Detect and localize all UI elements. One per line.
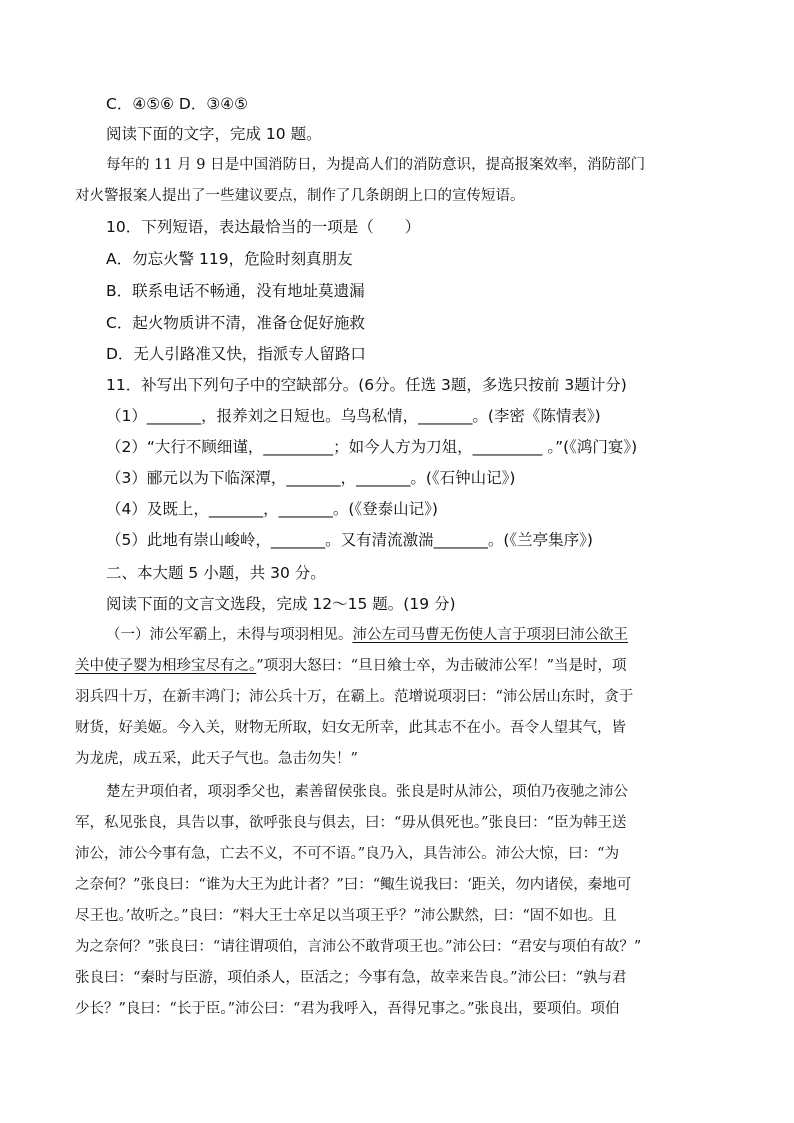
classical-text-line: 楚左尹项伯者，项羽季父也，素善留侯张良。张良是时从沛公，项伯乃夜驰之沛公 [106,784,628,800]
question-10-stem: 10．下列短语，表达最恰当的一项是（ ） [106,218,421,236]
classical-text-line: 尽王也。’故听之。”良曰：“料大王士卒足以当项王乎？”沛公默然，曰：“固不如也。且 [75,908,617,924]
answer-options-line: C．④⑤⑥ D．③④⑤ [106,95,249,113]
classical-text-line [75,659,627,674]
classical-text-line [106,628,628,643]
classical-text-plain: （一）沛公军霸上，未得与项羽相见。 [106,627,353,643]
fill-blank-item: （1）_______，报养刘之日短也。乌鸟私情，_______。(李密《陈情表》) [106,407,601,425]
classical-text-line: 为之奈何？”张良曰：“请往谓项伯，言沛公不敢背项王也。”沛公曰：“君安与项伯有故？” [75,939,642,955]
classical-text-line: 军，私见张良，具告以事，欲呼张良与俱去，曰：“毋从俱死也。”张良曰：“臣为韩王送 [75,815,627,831]
classical-text-line: 羽兵四十万，在新丰鸿门；沛公兵十万，在霸上。范增说项羽曰：“沛公居山东时，贪于 [75,689,634,705]
fill-blank-item: （3）郦元以为下临深潭，_______，_______。(《石钟山记》) [106,469,516,487]
classical-text-plain: ”项羽大怒曰：“旦日飨士卒，为击破沛公军！”当是时，项 [256,658,627,674]
option-b: B．联系电话不畅通，没有地址莫遗漏 [106,282,365,300]
fill-blank-item: （2）“大行不顾细谨，_________；如今人方为刀俎，_________ 。”(《鸿门宴》) [106,438,638,456]
option-c: C．起火物质讲不清，准备仓促好施救 [106,314,365,332]
fill-blank-item: （5）此地有崇山峻岭，_______。又有清流激湍_______。(《兰亭集序》) [106,531,593,549]
reading-prompt: 阅读下面的文言文选段，完成 12～15 题。(19 分) [106,595,456,613]
classical-text-line: 少长？”良曰：“长于臣。”沛公曰：“君为我呼入，吾得兄事之。”张良出，要项伯。项伯 [75,1001,620,1017]
classical-text-line: 之奈何？”张良曰：“谁为大王为此计者？”曰：“鲰生说我曰：‘距关，勿内诸侯，秦地可 [75,877,632,893]
option-d: D．无人引路准又快，指派专人留路口 [106,345,366,363]
section-heading: 二、本大题 5 小题，共 30 分。 [106,564,326,582]
passage-line: 对火警报案人提出了一些建议要点，制作了几条朗朗上口的宣传短语。 [75,188,525,204]
underlined-sentence: 关中使子婴为相珍宝尽有之。 [75,658,257,674]
fill-blank-item: （4）及既上，_______，_______。(《登泰山记》) [106,500,438,518]
classical-text-line: 财货，好美姬。今入关，财物无所取，妇女无所幸，此其志不在小。吾令人望其气，皆 [75,720,626,736]
passage-line: 每年的 11 月 9 日是中国消防日，为提高人们的消防意识，提高报案效率，消防部门 [106,157,646,173]
classical-text-line: 为龙虎，成五采，此天子气也。急击勿失！” [75,751,358,767]
reading-prompt: 阅读下面的文字，完成 10 题。 [106,125,322,143]
classical-text-line: 张良曰：“秦时与臣游，项伯杀人，臣活之；今事有急，故幸来告良。”沛公曰：“孰与君 [75,970,627,986]
classical-text-line: 沛公，沛公今事有急，亡去不义，不可不语。”良乃入，具告沛公。沛公大惊，曰：“为 [75,846,620,862]
question-11-stem: 11．补写出下列句子中的空缺部分。(6分。任选 3题，多选只按前 3题计分) [106,376,627,394]
option-a: A．勿忘火警 119，危险时刻真朋友 [106,250,353,268]
underlined-sentence: 沛公左司马曹无伤使人言于项羽曰沛公欲王 [352,627,628,643]
